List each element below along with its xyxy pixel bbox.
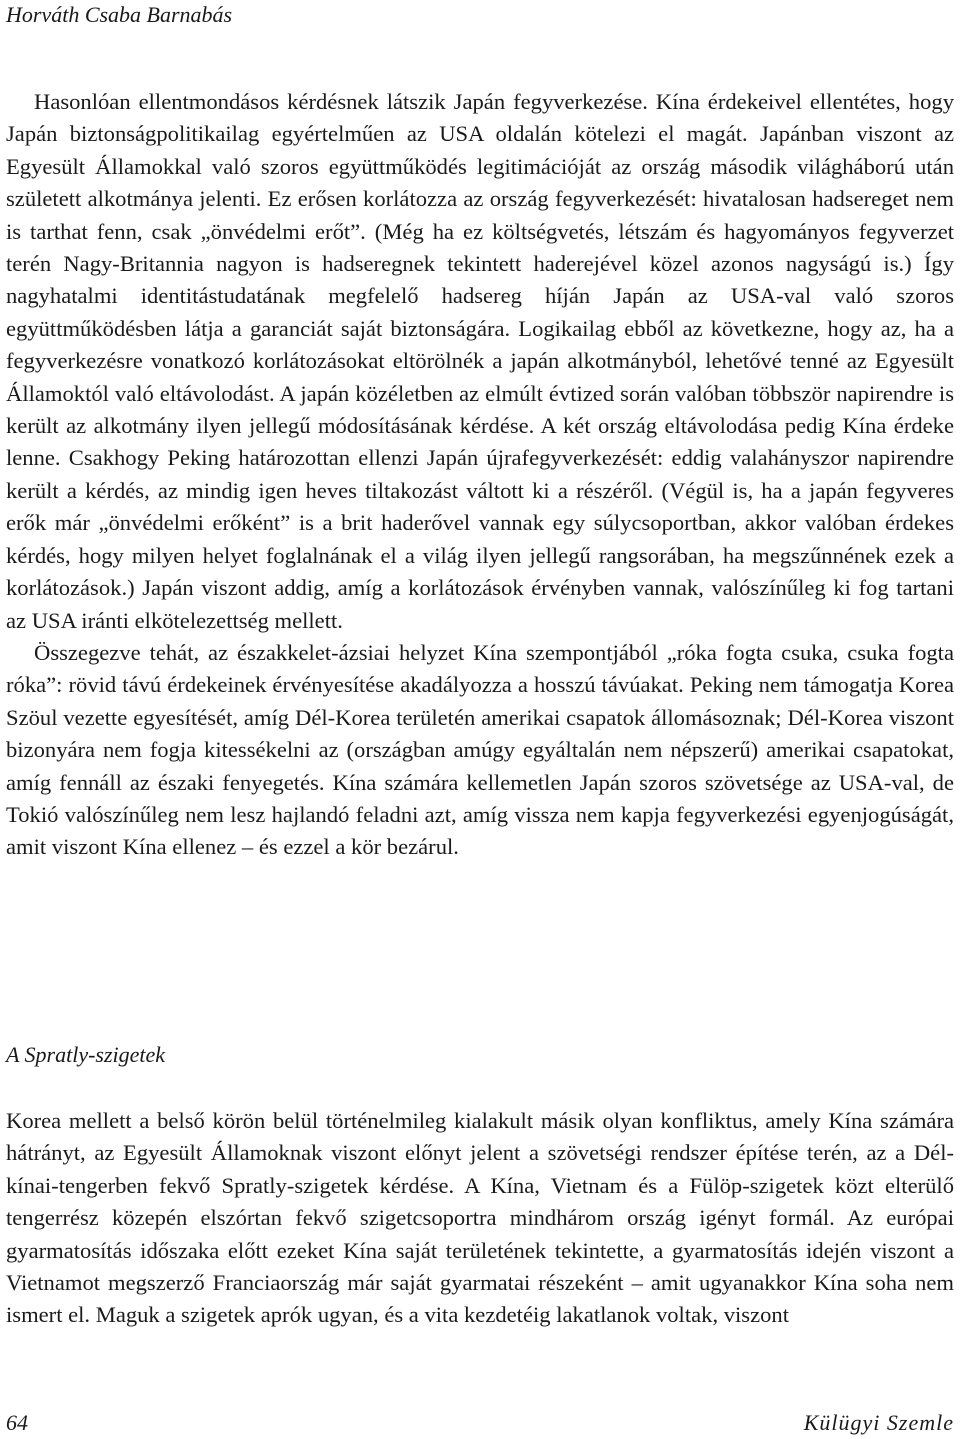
body-paragraph: Összegezve tehát, az északkelet-ázsiai helyzet Kína szempontjából „róka fogta csuka, csuka fogta róka”: rövid távú érdekeinek érvényesítése akadályozza a hosszú távúakat. Peking nem támogatja Korea Szöul vezette egyesítését, amíg Dél-Korea területén amerikai csapatok állomásoznak; Dél-Korea viszont bizonyára nem fogja kitessékelni az (országban amúgy egyáltalán nem népszerű) amerikai csapatokat, amíg fennáll az északi fenyegetés. Kína számára kellemetlen Japán szoros szövetsége az USA-val, de Tokió valószínűleg nem lesz hajlandó feladni azt, amíg vissza nem kapja fegyverkezési egyenjogúságát, amit viszont Kína ellenez – és ezzel a kör bezárul. [6, 639, 954, 860]
running-head-author: Horváth Csaba Barnabás [6, 2, 233, 27]
body-paragraph: Hasonlóan ellentmondásos kérdésnek látszik Japán fegyverkezése. Kína érdekeivel ellentétes, hogy Japán biztonságpolitikailag egyértelműen az USA oldalán kötelezi el magát. Japánban viszont az Egyesült Államokkal való szoros együttműködés legitimációját az ország második világháború után született alkotmánya jelenti. Ez erősen korlátozza az ország fegyverkezését: hivatalosan hadsereget nem is tarthat fenn, csak „önvédelmi erőt”. (Még ha ez költségvetés, létszám és hagyományos fegyverzet terén Nagy-Britannia nagyon is hadseregnek tekintett haderejével közel azonos nagyságú is.) Így nagyhatalmi identitástudatának megfelelő hadsereg híján Japán az USA-val való szoros együttműködésben látja a garanciát saját biztonságára. Logikailag ebből az következne, hogy az, ha a fegyverkezésre vonatkozó korlátozásokat eltörölnék a japán alkotmányból, lehetővé tenné az Egyesült Államoktól való eltávolodást. A japán közéletben az elmúlt évtized során valóban többször napirendre is került az alkotmány ilyen jellegű módosításának kérdése. A két ország eltávolodása pedig Kína érdeke lenne. Csakhogy Peking határozottan ellenzi Japán újrafegyverkezését: eddig valahányszor napirendre került a kérdés, az mindig igen heves tiltakozást váltott ki a részéről. (Végül is, ha a japán fegyveres erők már „önvédelmi erőként” is a brit haderővel vannak egy súlycsoportban, akkor valóban érdekes kérdés, hogy milyen helyet foglalnának el a világ ilyen jellegű rangsorában, ha megszűnnének ezek a korlátozások.) Japán viszont addig, amíg a korlátozások érvényben vannak, valószínűleg ki fog tartani az USA iránti elkötelezettség mellett. [6, 89, 954, 633]
page-footer [6, 1408, 954, 1438]
section-body [6, 1105, 954, 1332]
section-title: A Spratly-szigetek [6, 1042, 166, 1067]
page-number: 64 [6, 1410, 28, 1435]
article-body [6, 86, 954, 864]
section-paragraph: Korea mellett a belső körön belül történelmileg kialakult másik olyan konfliktus, amely Kína számára hátrányt, az Egyesült Államoknak viszont előnyt jelent a szövetségi rendszer építése terén, az a Dél-kínai-tengerben fekvő Spratly-szigetek kérdése. A Kína, Vietnam és a Fülöp-szigetek közt elterülő tengerrész közepén elszórtan fekvő szigetcsoportra mindhárom ország igényt formál. Az európai gyarmatosítás időszaka előtt ezeket Kína saját területének tekintette, a gyarmatosítás idején viszont a Vietnamot megszerző Franciaország már saját gyarmatai részeként – amit ugyanakkor Kína soha nem ismert el. Maguk a szigetek aprók ugyan, és a vita kezdetéig lakatlanok voltak, viszont [6, 1108, 954, 1328]
journal-name: Külügyi Szemle [803, 1410, 954, 1435]
